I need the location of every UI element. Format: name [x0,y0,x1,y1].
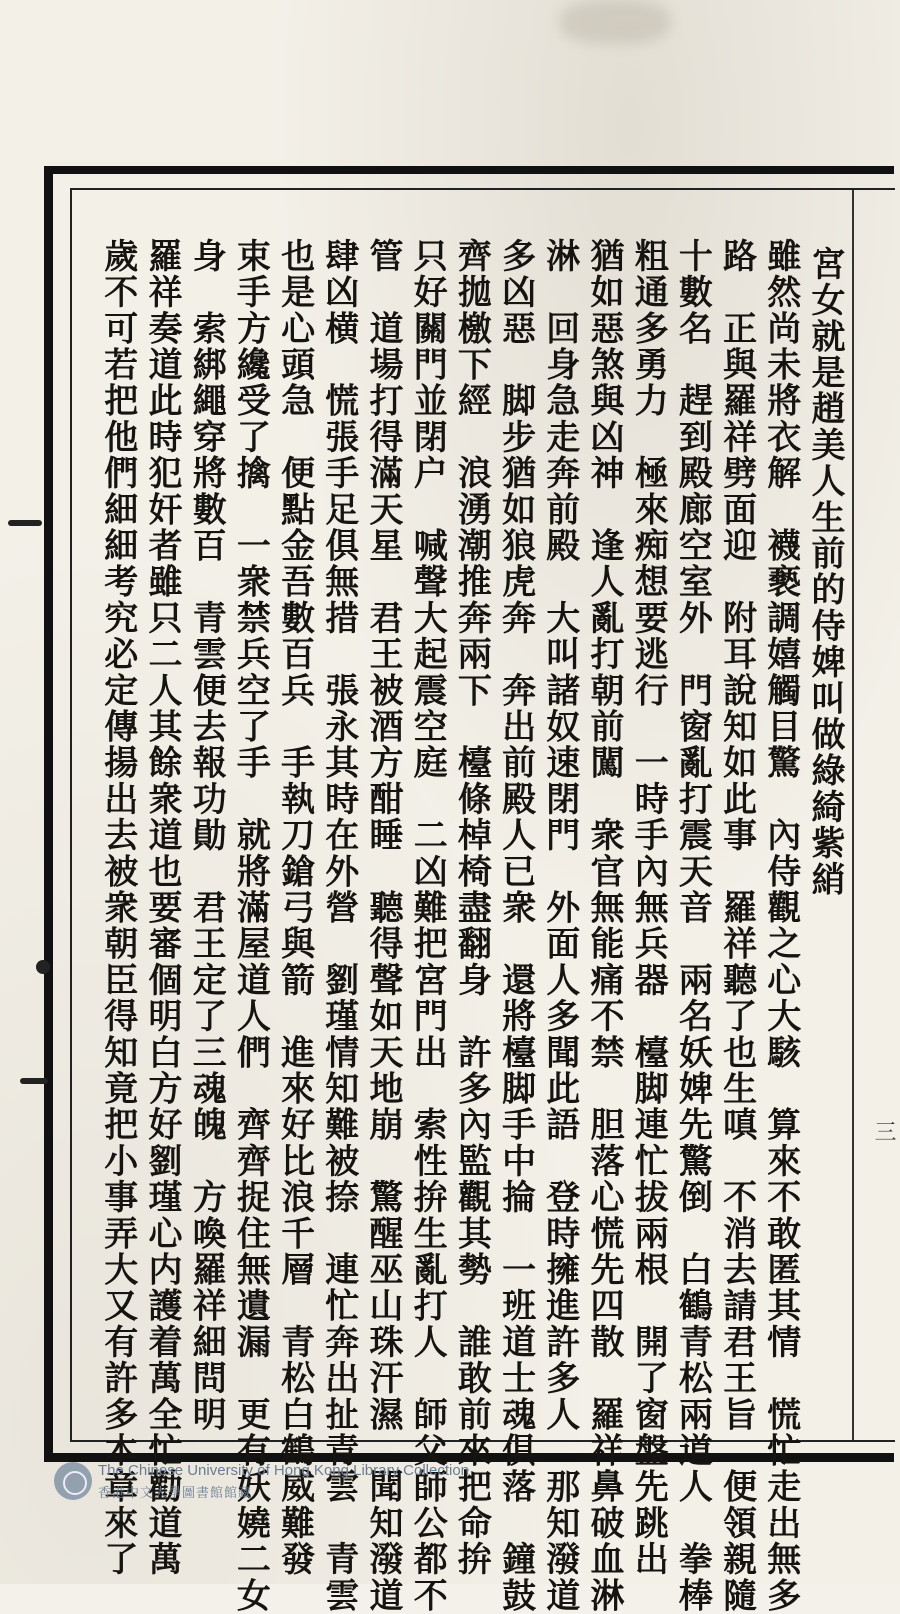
binding-mark [36,960,50,974]
text-column: 管 道場打得滿天星 君王被酒方酣睡 聽得聲如天地崩 驚醒巫山珠汗濕 聞知潑道 [363,238,403,1614]
text-column: 束手方纔受了擒 一衆禁兵空了手 就將滿屋道人們 齊齊捉住無遺漏 更有妖嬈二女 [230,238,271,1614]
text-column: 肆凶横 慌張手足俱無措 張永其時在外營 劉瑾情知難被捺 連忙奔出扯青雲 青雲 [318,238,359,1614]
text-column: 只好關門並閉户 喊聲大起震空庭 二凶難把宮門出 索性拚生亂打人 師父師公都不 [407,238,448,1614]
footer-chinese: 香港中文大學圖書館館藏 [98,1485,253,1500]
library-logo [54,1462,92,1500]
text-column: 也是心頭急 便點金吾數百兵 手執刀鎗弓與箭 進來好比浪千層 青松白鶴威難發 [274,238,315,1578]
text-column: 羅祥奏道此時犯奸者雖只二人其餘衆道也要審個明白方好劉瑾心内護着萬全忙勸道萬 [142,238,182,1578]
page-number: 三 [871,1120,896,1142]
text-column: 身 索綁繩穿將數百 青雲便去報功勛 君王定了三魂魄 方喚羅祥細問明 [186,238,227,1433]
footer-english: The Chinese University of Hong Kong Library Collection [98,1462,470,1479]
text-column: 路 正與羅祥劈面迎 附耳說知如此事 羅祥聽了也生嗔 不消去請君王旨 便領親隨 [716,238,757,1614]
binding-mark [20,1078,48,1084]
text-column: 多凶惡 脚步猶如狼虎奔 奔出前殿人已衆 還將檯脚手中掄 一班道士魂俱落 鐘鼓 [495,238,536,1614]
text-column: 粗通多勇力 極來痴想要逃行 一時手內無兵器 檯脚連忙拔兩根 開了窗盤先跳出 [628,238,669,1578]
text-column: 十數名 趕到殿廊空室外 門窗亂打震天音 兩名妖婢先驚倒 白鶴青松兩道人 拳棒 [672,238,713,1614]
text-column: 猶如惡煞與凶神 逢人亂打朝前闖 衆官無能痛不禁 胆落心慌先四散 羅祥鼻破血淋 [584,238,624,1614]
text-column: 齊拋檄下經 浪湧潮推奔兩下 檯條棹椅盡翻身 許多內監觀其勢 誰敢前來把命拚 [451,238,492,1578]
text-column: 宮女就是趙美人生前的侍婢叫做綠綺紫綃 [805,246,845,898]
margin-column [852,190,892,1440]
text-column: 雖然尚未將衣解 襪褻調嬉觸目驚 內侍觀之心大駭 算來不敢匿其情 慌忙走出無多 [760,238,801,1614]
stain [560,0,670,44]
text-column: 歲不可若把他們細細考究必定傳揚出去被衆朝臣得知竟把小事弄大又有許多本章來了 [97,238,138,1578]
binding-mark [8,520,42,526]
text-column: 淋 回身急走奔前殿 大叫諸奴速閉門 外面人多聞此語 登時擁進許多人 那知潑道 [539,238,580,1614]
